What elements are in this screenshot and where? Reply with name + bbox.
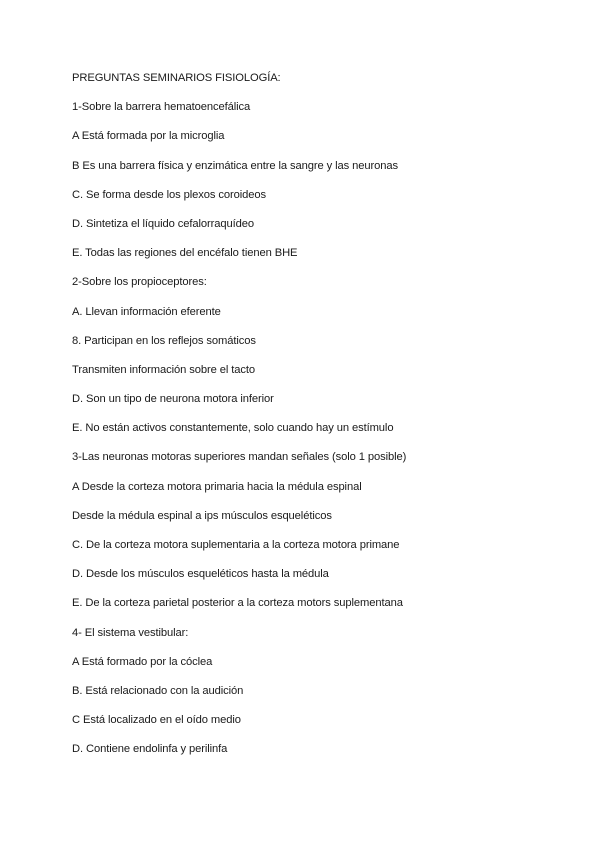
document-title: PREGUNTAS SEMINARIOS FISIOLOGÍA: — [72, 72, 281, 84]
answer-1c: C. Se forma desde los plexos coroideos — [72, 188, 266, 201]
answer-3e: E. De la corteza parietal posterior a la corteza motors suplementana — [72, 597, 403, 610]
answer-4b: B. Está relacionado con la audición — [72, 684, 244, 697]
answer-2c: Transmiten información sobre el tacto — [72, 363, 256, 376]
answer-2a: A. Llevan información eferente — [72, 305, 221, 318]
answer-1b: B Es una barrera física y enzimática entre la sangre y las neuronas — [72, 159, 398, 172]
answer-3a: A Desde la corteza motora primaria hacia la médula espinal — [72, 480, 362, 493]
answer-3d: D. Desde los músculos esqueléticos hasta la médula — [72, 568, 329, 581]
question-3: 3-Las neuronas motoras superiores mandan señales (solo 1 posible) — [72, 451, 407, 464]
answer-4d: D. Contiene endolinfa y perilinfa — [72, 743, 228, 756]
answer-1e: E. Todas las regiones del encéfalo tienen BHE — [72, 247, 298, 260]
answer-2b: 8. Participan en los reflejos somáticos — [72, 334, 256, 347]
answer-3c: C. De la corteza motora suplementaria a la corteza motora primane — [72, 539, 400, 551]
answer-1a: A Está formada por la microglia — [72, 130, 225, 143]
answer-2d: D. Son un tipo de neurona motora inferior — [72, 393, 274, 406]
answer-1d: D. Sintetiza el líquido cefalorraquídeo — [72, 217, 255, 230]
answer-4c: C Está localizado en el oído medio — [72, 714, 241, 727]
question-2: 2-Sobre los propioceptores: — [72, 276, 207, 289]
question-1: 1-Sobre la barrera hematoencefálica — [72, 101, 251, 114]
answer-2e: E. No están activos constantemente, solo cuando hay un estímulo — [72, 422, 394, 435]
answer-4a: A Está formado por la cóclea — [72, 655, 213, 668]
question-4: 4- El sistema vestibular: — [72, 626, 189, 639]
answer-3b: Desde la médula espinal a ips músculos esqueléticos — [72, 509, 332, 522]
document-body — [72, 70, 572, 771]
